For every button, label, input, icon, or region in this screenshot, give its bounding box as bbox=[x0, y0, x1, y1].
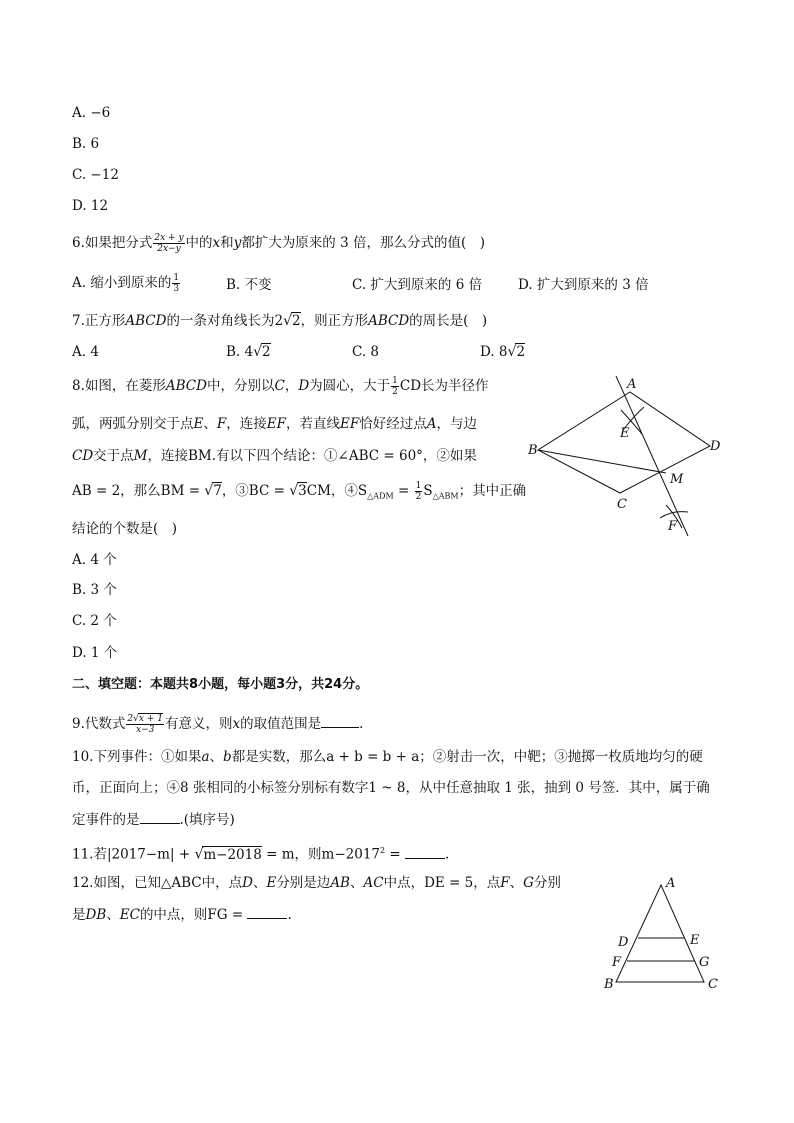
q6-stem bbox=[72, 233, 485, 254]
q8-rhombus-figure bbox=[520, 370, 730, 540]
fig12-label-f: F bbox=[612, 955, 622, 970]
q12-l2-c: 的中点，则FG = bbox=[139, 907, 248, 923]
q10-line-3 bbox=[72, 809, 235, 830]
q6-frac-num: 2x + y bbox=[154, 233, 184, 243]
q8-l2-ef: EF bbox=[266, 416, 286, 432]
q12-l1-a: 12.如图，已知 bbox=[72, 875, 161, 891]
q8-l4-f: ；其中正确 bbox=[458, 483, 527, 499]
fig8-label-f: F bbox=[668, 519, 678, 534]
q9-prefix: 9.代数式 bbox=[72, 716, 126, 732]
q11-radicand: m−2018 bbox=[203, 846, 262, 863]
q5-option-d: D. 12 bbox=[72, 198, 109, 214]
q7-option-b-radical: √ bbox=[253, 344, 263, 360]
q8-l2-point-a: A bbox=[426, 416, 437, 432]
q8-l2-e2: 恰好经过点 bbox=[359, 416, 427, 432]
q7-radical-sign: √ bbox=[283, 313, 292, 329]
q9-stem bbox=[72, 713, 363, 735]
fig12-label-e: E bbox=[690, 933, 700, 948]
fig8-label-m: M bbox=[670, 472, 684, 487]
fig8-label-b: B bbox=[528, 443, 538, 458]
q8-l1-a: 8.如图，在菱形 bbox=[72, 378, 166, 394]
q6-option-a-den: 3 bbox=[173, 284, 180, 294]
q8-option-c: C. 2 个 bbox=[72, 613, 117, 629]
q8-l4-radicand: 7 bbox=[213, 483, 222, 499]
q8-l3-cd: CD bbox=[72, 448, 94, 464]
q8-line-2 bbox=[72, 414, 477, 434]
fig12-label-g: G bbox=[699, 955, 710, 970]
section-2-heading bbox=[72, 675, 368, 695]
q8-l2-ef2: EF bbox=[339, 416, 360, 432]
q7-option-a: A. 4 bbox=[72, 344, 99, 360]
q10-l1-a: 10.下列事件：①如果 bbox=[72, 749, 202, 765]
fig12-label-d: D bbox=[618, 935, 629, 950]
q7-prefix: 7.正方形 bbox=[72, 313, 126, 329]
q8-line-3 bbox=[72, 446, 477, 466]
q7-mid2: ，则正方形 bbox=[300, 313, 369, 329]
q8-l1-abcd: ABCD bbox=[165, 378, 207, 394]
rhombus-abcd bbox=[538, 392, 710, 493]
q8-l2-d: ，若直线 bbox=[285, 416, 340, 432]
q6-fraction bbox=[153, 233, 184, 254]
q8-option-d: D. 1 个 bbox=[72, 645, 118, 661]
fig12-label-b: B bbox=[604, 977, 614, 992]
q8-l1-e: D bbox=[298, 378, 310, 394]
q7-mid: 的一条对角线长为 bbox=[166, 313, 275, 329]
q11-radical: √ bbox=[194, 846, 204, 863]
q12-l1-h: 中点，DE = 5，点 bbox=[383, 875, 501, 891]
q8-l2-a: 弧，两弧分别交于点 bbox=[72, 416, 194, 432]
q12-line-1 bbox=[72, 873, 561, 893]
q9-suffix: 的取值范围是 bbox=[240, 716, 322, 732]
q8-l4-radical: √ bbox=[204, 483, 214, 499]
section2-e: 分，共 bbox=[285, 677, 325, 692]
q12-l1-i: 、 bbox=[509, 875, 524, 891]
q12-point-g: G bbox=[523, 875, 534, 891]
q8-l4-den: 2 bbox=[415, 492, 422, 502]
q12-ac: AC bbox=[363, 875, 384, 891]
q11-stem bbox=[72, 841, 449, 865]
q7-abcd: ABCD bbox=[125, 313, 167, 329]
q12-db: DB bbox=[85, 907, 107, 923]
q8-l4-radicand-2: 3 bbox=[298, 483, 307, 499]
segment-bm bbox=[538, 450, 666, 473]
q9-num-coef: 2 bbox=[127, 714, 134, 724]
q8-l3-m: M bbox=[133, 448, 148, 464]
q7-abcd-2: ABCD bbox=[368, 313, 410, 329]
q8-line-5: 结论的个数是( ) bbox=[72, 521, 178, 537]
q9-num-radicand: x + 1 bbox=[138, 714, 163, 724]
section2-d: 3 bbox=[276, 677, 286, 692]
q12-point-e: E bbox=[266, 875, 277, 891]
q6-option-c: C. 扩大到原来的 6 倍 bbox=[352, 277, 483, 293]
q6-option-a bbox=[72, 273, 181, 294]
q8-line-4 bbox=[72, 481, 526, 507]
q8-l4-radical-2: √ bbox=[289, 483, 299, 499]
q8-l1-c: C bbox=[274, 378, 285, 394]
q6-suffix: 都扩大为原来的 3 倍，那么分式的值( ) bbox=[241, 235, 486, 251]
q11-end: . bbox=[445, 846, 450, 863]
q12-l1-c: 、 bbox=[252, 875, 267, 891]
q8-l1-den: 2 bbox=[392, 387, 398, 397]
section2-g: 分。 bbox=[342, 677, 369, 692]
q8-l4-b: ，③BC = bbox=[221, 483, 290, 499]
q12-l1-j: 分别 bbox=[533, 875, 561, 891]
q6-prefix: 6.如果把分式 bbox=[72, 235, 153, 251]
q8-l4-num: 1 bbox=[415, 481, 422, 491]
q8-l1-f: 为圆心，大于 bbox=[309, 378, 391, 394]
q9-frac-den: x−3 bbox=[136, 725, 155, 735]
q8-l2-c: ，连接 bbox=[226, 416, 267, 432]
fig12-label-a: A bbox=[666, 876, 676, 891]
q8-l4-e: S bbox=[423, 483, 433, 499]
q7-suffix: 的周长是( ) bbox=[409, 313, 488, 329]
q11-a: 11.若|2017−m| + bbox=[72, 846, 195, 863]
q6-var-x: x bbox=[212, 235, 221, 251]
q6-mid2: 和 bbox=[220, 235, 234, 251]
fig8-label-c: C bbox=[617, 497, 627, 512]
q7-coef: 2 bbox=[274, 313, 284, 329]
q12-line-2 bbox=[72, 904, 292, 925]
q6-option-a-num: 1 bbox=[173, 273, 180, 283]
q10-var-a: a bbox=[201, 749, 210, 765]
q7-option-d-radical: √ bbox=[507, 344, 517, 360]
q8-option-b: B. 3 个 bbox=[72, 582, 117, 598]
q8-l4-sub2: △ABM bbox=[432, 491, 459, 501]
section2-a: 二、填空题：本题共 bbox=[72, 677, 190, 692]
q8-l4-c: CM，④S bbox=[306, 483, 368, 499]
q10-l3-a: 定事件的是 bbox=[72, 812, 140, 828]
q11-b: = m，则m−2017 bbox=[261, 846, 381, 863]
q12-l2-end: . bbox=[287, 907, 292, 923]
q9-end: . bbox=[359, 716, 364, 732]
q12-point-d: D bbox=[242, 875, 253, 891]
q10-l3-b: .(填序号) bbox=[179, 812, 235, 828]
q9-fraction bbox=[126, 714, 164, 735]
q8-l2-b: 、 bbox=[203, 416, 217, 432]
q5-option-a: A. −6 bbox=[72, 105, 111, 121]
q12-l2-b: 、 bbox=[106, 907, 120, 923]
q8-l1-b: 中，分别以 bbox=[206, 378, 275, 394]
q8-l1-d: ， bbox=[284, 378, 299, 394]
section2-b: 8 bbox=[189, 677, 199, 692]
q8-l3-b: ，连接BM.有以下四个结论：①∠ABC = 60°，②如果 bbox=[147, 448, 477, 464]
q6-option-d: D. 扩大到原来的 3 倍 bbox=[518, 277, 649, 293]
q12-l1-f: 分别是边 bbox=[276, 875, 331, 891]
q9-mid: 有意义，则 bbox=[164, 716, 233, 732]
section2-f: 24 bbox=[324, 677, 343, 692]
q7-option-b-coef: B. 4 bbox=[226, 344, 254, 360]
q8-l4-d: = bbox=[393, 483, 414, 499]
q6-var-y: y bbox=[233, 235, 242, 251]
q8-l2-f: F bbox=[216, 416, 227, 432]
q8-l4-frac bbox=[415, 481, 423, 502]
q8-l1-frac bbox=[391, 376, 399, 397]
q12-ec: EC bbox=[119, 907, 140, 923]
fig8-label-e: E bbox=[620, 426, 630, 441]
q8-l4-a: AB = 2，那么BM = bbox=[72, 483, 205, 499]
q8-l1-g: CD长为半径作 bbox=[399, 378, 489, 394]
q7-option-d-coef: D. 8 bbox=[480, 344, 508, 360]
section2-c: 小题，每小题 bbox=[198, 677, 277, 692]
q10-l1-b: 、 bbox=[209, 749, 224, 765]
q7-option-d bbox=[480, 342, 525, 362]
q7-option-b-radicand: 2 bbox=[262, 344, 271, 360]
q7-radicand: 2 bbox=[291, 313, 301, 329]
q8-l2-e: E bbox=[193, 416, 204, 432]
q12-answer-blank[interactable] bbox=[247, 904, 287, 919]
fig8-label-a: A bbox=[627, 377, 637, 392]
q12-triangle-figure bbox=[598, 870, 728, 998]
q8-line-1 bbox=[72, 376, 489, 397]
q7-option-d-radicand: 2 bbox=[516, 344, 526, 360]
q11-sup: 2 bbox=[380, 846, 386, 855]
q5-option-c: C. −12 bbox=[72, 167, 119, 183]
q10-line-2: 币，正面向上；④8 张相同的小标签分别标有数字1 ~ 8，从中任意抽取 1 张，抽到 0 号签．其中，属于确 bbox=[72, 780, 710, 796]
q10-line-1 bbox=[72, 747, 703, 767]
q12-ab: AB bbox=[330, 875, 350, 891]
q11-answer-blank[interactable] bbox=[405, 844, 445, 859]
q8-l4-sub1: △ADM bbox=[367, 491, 394, 501]
q6-option-b: B. 不变 bbox=[226, 277, 272, 293]
q9-answer-blank[interactable] bbox=[321, 713, 359, 728]
q5-option-b: B. 6 bbox=[72, 136, 100, 152]
fig12-label-c: C bbox=[708, 977, 718, 992]
q12-l1-g: 、 bbox=[349, 875, 364, 891]
q12-point-f: F bbox=[500, 875, 510, 891]
q12-l2-a: 是 bbox=[72, 907, 86, 923]
q8-l1-num: 1 bbox=[392, 376, 398, 386]
q7-stem bbox=[72, 311, 487, 331]
q6-mid1: 中的 bbox=[185, 235, 213, 251]
q10-answer-blank[interactable] bbox=[140, 809, 180, 824]
q6-option-a-frac bbox=[172, 273, 180, 294]
q6-option-a-text: A. 缩小到原来的 bbox=[72, 275, 172, 291]
q6-frac-den: 2x−y bbox=[157, 244, 181, 254]
q11-c: = bbox=[385, 846, 406, 863]
q8-option-a: A. 4 个 bbox=[72, 552, 117, 568]
q7-option-b bbox=[226, 342, 271, 362]
q10-var-b: b bbox=[223, 749, 232, 765]
fig8-label-d: D bbox=[710, 439, 721, 454]
q7-option-c: C. 8 bbox=[352, 344, 380, 360]
q9-frac-num: 2√x + 1 bbox=[127, 714, 163, 724]
q10-l1-c: 都是实数，那么a + b = b + a；②射击一次，中靶；③抛掷一枚质地均匀的硬 bbox=[231, 749, 703, 765]
q8-l3-a: 交于点 bbox=[93, 448, 134, 464]
q12-l1-b: △ABC中，点 bbox=[160, 875, 243, 891]
q8-l2-f2: ，与边 bbox=[436, 416, 477, 432]
q9-var: x bbox=[232, 716, 241, 732]
